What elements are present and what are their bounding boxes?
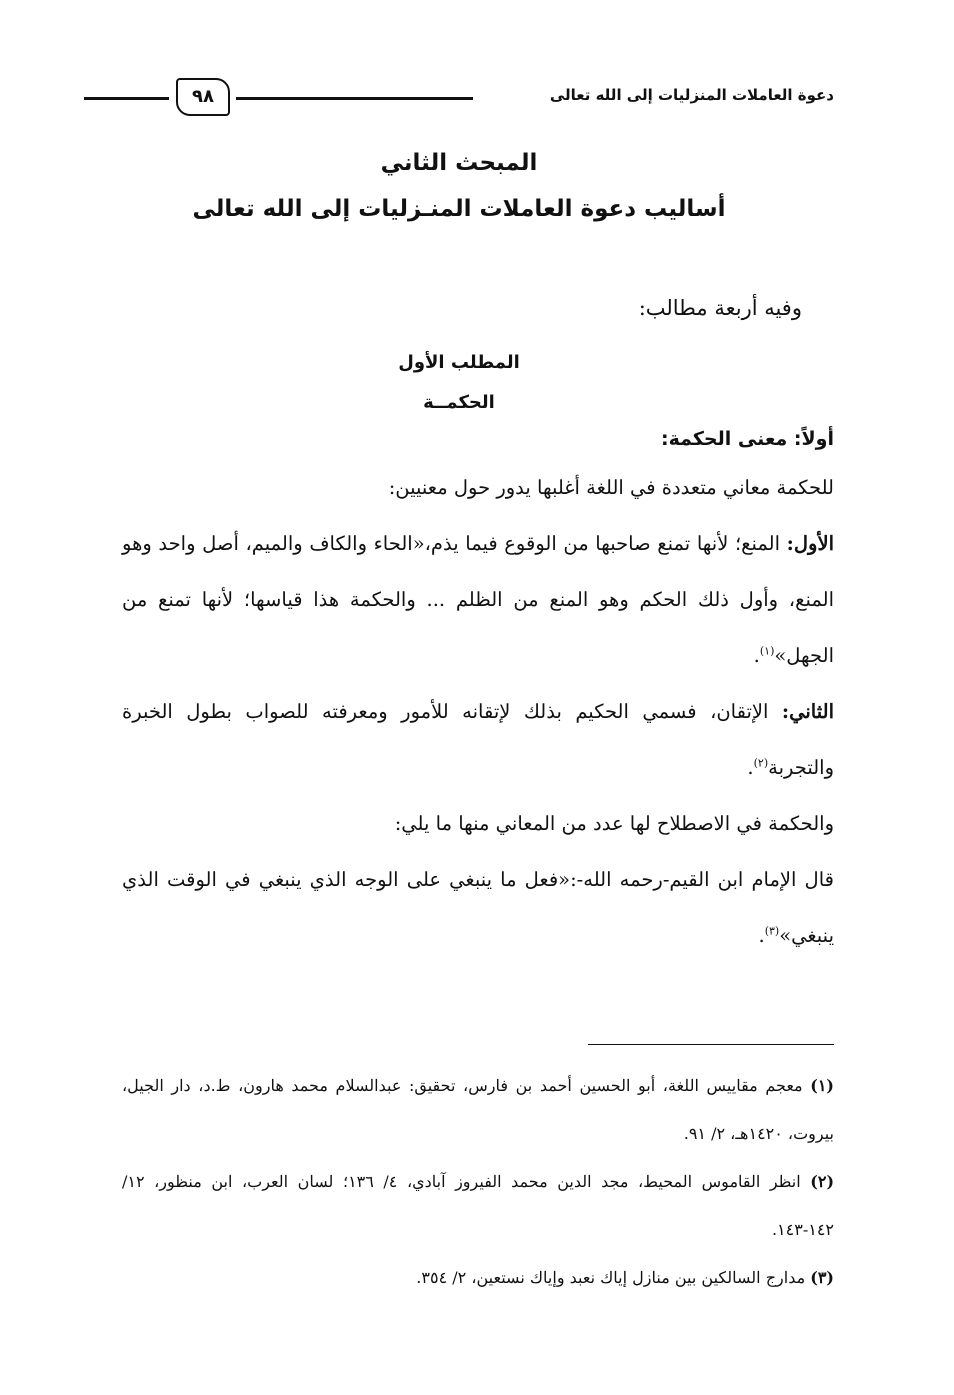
paragraph-text: قال الإمام ابن القيم-رحمه الله-:«فعل ما ينبغي على الوجه الذي ينبغي في الوقت الذي ينبغي» (122, 868, 834, 947)
footnote-text: معجم مقاييس اللغة، أبو الحسين أحمد بن فارس، تحقيق: عبدالسلام محمد هارون، ط.د، دار الجيل، بيروت، ١٤٢٠هـ، ٢/ ٩١. (122, 1076, 834, 1143)
paragraph (122, 460, 834, 516)
paragraph (122, 684, 834, 796)
point-heading: أولاً: معنى الحكمة: (660, 428, 834, 450)
paragraph-text: المنع؛ لأنها تمنع صاحبها من الوقوع فيما يذم،«الحاء والكاف والميم، أصل واحد وهو المنع، وأول ذلك الحكم وهو المنع من الظلم ... والحكمة هذا قياسها؛ لأنها تمنع من الجهل» (122, 532, 834, 667)
section-subtitle: أساليب دعوة العاملات المنـزليات إلى الله تعالى (192, 196, 726, 222)
paragraph (122, 852, 834, 964)
section-title: المبحث الثاني (380, 150, 538, 176)
matlab-subtitle: الحكمــة (423, 392, 495, 413)
paragraph-lead: الثاني: (781, 700, 834, 723)
paragraph-end: . (753, 644, 760, 667)
footnote-ref: (٢) (753, 756, 769, 770)
footnote-number: (٣) (810, 1268, 834, 1287)
footnote-number: (٢) (810, 1172, 835, 1191)
footnote-number: (١) (810, 1076, 834, 1095)
paragraph-end: . (758, 924, 765, 947)
paragraph-text: والحكمة في الاصطلاح لها عدد من المعاني منها ما يلي: (394, 812, 834, 835)
footnote-text: مدارج السالكين بين منازل إياك نعبد وإياك نستعين، ٢/ ٣٥٤. (416, 1268, 806, 1287)
paragraph-lead: الأول: (786, 532, 834, 555)
running-title: دعوة العاملات المنزليات إلى الله تعالى (549, 86, 834, 104)
intro-line: وفيه أربعة مطالب: (638, 296, 802, 320)
matlab-title: المطلب الأول (398, 352, 520, 373)
header-rule (236, 97, 473, 100)
page-header (84, 78, 834, 118)
footnote-ref: (١) (759, 644, 775, 658)
footnote (122, 1062, 834, 1158)
footnote (122, 1158, 834, 1254)
paragraph-text: الإتقان، فسمي الحكيم بذلك لإتقانه للأمور ومعرفته للصواب بطول الخبرة والتجربة (122, 700, 834, 779)
paragraph-end: . (747, 756, 754, 779)
paragraph (122, 796, 834, 852)
footnote-divider (588, 1044, 834, 1045)
footnote-text: انظر القاموس المحيط، مجد الدين محمد الفيروز آبادي، ٤/ ١٣٦؛ لسان العرب، ابن منظور، ١٢/ ١٤٢-١٤٣. (122, 1172, 834, 1239)
paragraph (122, 516, 834, 684)
header-rule (84, 97, 169, 100)
footnote-ref: (٣) (764, 924, 780, 938)
footnote (122, 1254, 834, 1302)
body-text (122, 460, 834, 964)
page-number: ٩٨ (176, 78, 230, 116)
footnotes (122, 1062, 834, 1302)
paragraph-text: للحكمة معاني متعددة في اللغة أغلبها يدور حول معنيين: (388, 476, 834, 499)
